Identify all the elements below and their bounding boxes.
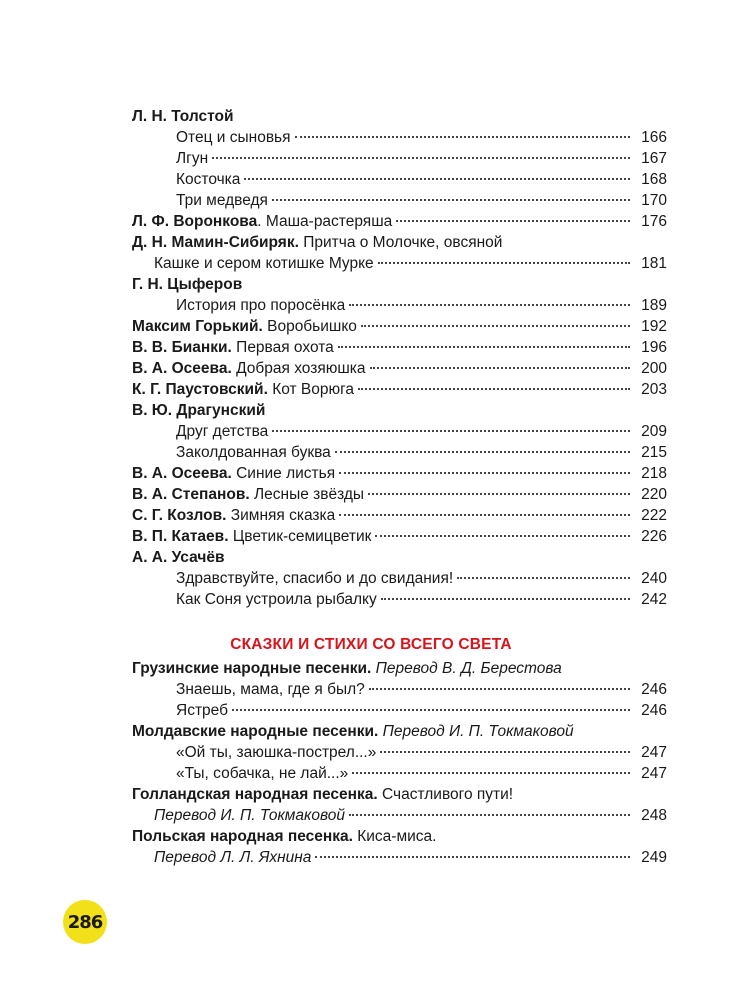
toc-entry[interactable]: «Ты, собачка, не лай...» 247	[176, 765, 667, 782]
toc-entry[interactable]: В. А. Степанов. Лесные звёзды 220	[132, 486, 667, 503]
toc-entry[interactable]: Перевод Л. Л. Яхнина 249	[154, 849, 667, 866]
page-number-badge: 286	[63, 900, 107, 944]
toc-entry[interactable]: К. Г. Паустовский. Кот Ворюга 203	[132, 381, 667, 398]
toc-entry[interactable]: Заколдованная буква 215	[176, 444, 667, 461]
toc-entry[interactable]: Три медведя 170	[176, 192, 667, 209]
toc-entry[interactable]: Кашке и сером котишке Мурке 181	[154, 255, 667, 272]
toc-entry[interactable]: История про поросёнка 189	[176, 297, 667, 314]
toc-entry[interactable]: Косточка 168	[176, 171, 667, 188]
toc-entry[interactable]: Как Соня устроила рыбалку 242	[176, 591, 667, 608]
toc-entry[interactable]: Лгун 167	[176, 150, 667, 167]
toc-author: Г. Н. Цыферов	[132, 276, 243, 293]
toc-entry[interactable]: В. А. Осеева. Синие листья 218	[132, 465, 667, 482]
toc-author: А. А. Усачёв	[132, 549, 225, 566]
toc-author: Молдавские народные песенки. Перевод И. П. Токмаковой	[132, 723, 574, 740]
toc-author: Польская народная песенка. Киса-миса.	[132, 828, 437, 845]
toc-entry[interactable]: С. Г. Козлов. Зимняя сказка 222	[132, 507, 667, 524]
toc-author: Грузинские народные песенки. Перевод В. Д. Берестова	[132, 660, 562, 677]
toc-author: Д. Н. Мамин-Сибиряк. Притча о Молочке, овсяной	[132, 234, 503, 251]
toc-entry[interactable]: Знаешь, мама, где я был? 246	[176, 681, 667, 698]
toc-entry[interactable]: Л. Ф. Воронкова . Маша-растеряша 176	[132, 213, 667, 230]
toc-entry[interactable]: «Ой ты, заюшка-пострел...» 247	[176, 744, 667, 761]
section-heading: СКАЗКИ И СТИХИ СО ВСЕГО СВЕТА	[230, 636, 512, 653]
toc-entry[interactable]: Здравствуйте, спасибо и до свидания! 240	[176, 570, 667, 587]
toc-author: Голландская народная песенка. Счастливого пути!	[132, 786, 514, 803]
toc-entry[interactable]: В. А. Осеева. Добрая хозяюшка 200	[132, 360, 667, 377]
toc-entry[interactable]: Ястреб 246	[176, 702, 667, 719]
toc-entry[interactable]: Перевод И. П. Токмаковой 248	[154, 807, 667, 824]
toc-entry[interactable]: Максим Горький. Воробьишко 192	[132, 318, 667, 335]
toc-entry[interactable]: Друг детства 209	[176, 423, 667, 440]
toc-author: В. Ю. Драгунский	[132, 402, 266, 419]
toc-author: Л. Н. Толстой	[132, 108, 234, 125]
toc-entry[interactable]: В. В. Бианки. Первая охота 196	[132, 339, 667, 356]
toc-entry[interactable]: Отец и сыновья 166	[176, 129, 667, 146]
toc-entry[interactable]: В. П. Катаев. Цветик-семицветик 226	[132, 528, 667, 545]
